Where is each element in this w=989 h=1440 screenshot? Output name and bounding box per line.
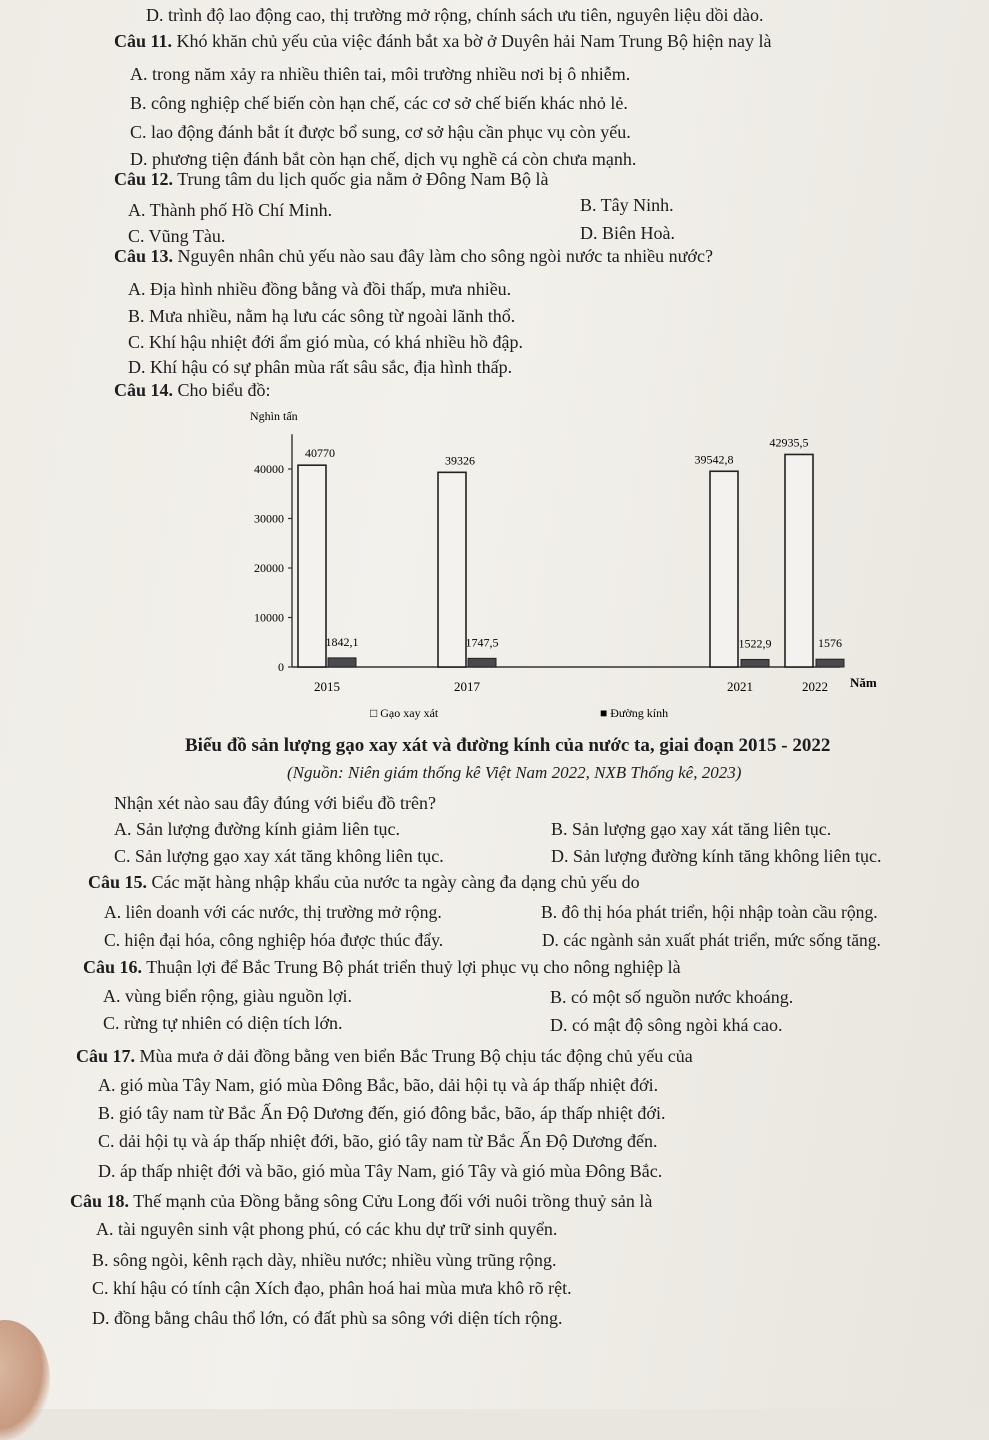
q15-option-d: D. các ngành sản xuất phát triển, mức sống tăng.	[542, 930, 881, 950]
data-label-duong-kinh: 1522,9	[738, 636, 772, 651]
bar-gao-xay-xat	[438, 472, 466, 667]
y-axis-label: Nghìn tấn	[250, 409, 298, 423]
q17-option-d: D. áp thấp nhiệt đới và bão, gió mùa Tây Nam, gió Tây và gió mùa Đông Bắc.	[98, 1161, 663, 1181]
q13-option-c: C. Khí hậu nhiệt đới ẩm gió mùa, có khá nhiều hồ đập.	[128, 332, 523, 352]
question-text: Trung tâm du lịch quốc gia nằm ở Đông Nam Bộ là	[173, 169, 549, 189]
bar-duong-kinh	[741, 659, 769, 667]
question-12	[114, 168, 549, 190]
legend-item-duong-kinh: ■ Đường kính	[600, 706, 669, 720]
question-11	[114, 30, 771, 52]
bar-duong-kinh	[328, 658, 356, 667]
question-text: Khó khăn chủ yếu của việc đánh bắt xa bờ ở Duyên hải Nam Trung Bộ hiện nay là	[172, 31, 772, 51]
question-number: Câu 12.	[114, 169, 174, 189]
x-axis-label: Năm	[850, 675, 877, 690]
question-number: Câu 18.	[70, 1191, 130, 1211]
data-label-duong-kinh: 1842,1	[325, 634, 359, 649]
q11-option-a: A. trong năm xảy ra nhiều thiên tai, môi trường nhiều nơi bị ô nhiễm.	[130, 64, 631, 84]
question-number: Câu 15.	[88, 872, 148, 892]
y-tick-label: 0	[278, 660, 284, 674]
q16-option-c: C. rừng tự nhiên có diện tích lớn.	[103, 1013, 343, 1033]
data-label-gao-xay-xat: 39326	[445, 453, 475, 468]
q15-option-c: C. hiện đại hóa, công nghiệp hóa được thúc đẩy.	[104, 930, 444, 950]
q16-option-a: A. vùng biển rộng, giàu nguồn lợi.	[103, 986, 352, 1006]
data-label-duong-kinh: 1576	[818, 636, 842, 651]
y-tick-label: 30000	[254, 511, 284, 526]
chart-source: (Nguồn: Niên giám thống kê Việt Nam 2022, NXB Thống kê, 2023)	[287, 763, 742, 782]
question-text: Nguyên nhân chủ yếu nào sau đây làm cho sông ngòi nước ta nhiều nước?	[173, 246, 713, 266]
q17-option-b: B. gió tây nam từ Bắc Ấn Độ Dương đến, gió đông bắc, bão, áp thấp nhiệt đới.	[98, 1103, 666, 1123]
question-14	[114, 379, 271, 401]
finger-shadow	[0, 1320, 50, 1440]
question-number: Câu 11.	[114, 31, 173, 51]
q16-option-b: B. có một số nguồn nước khoáng.	[550, 987, 794, 1007]
q18-option-a: A. tài nguyên sinh vật phong phú, có các khu dự trữ sinh quyển.	[96, 1219, 558, 1239]
q18-option-d: D. đồng bằng châu thổ lớn, có đất phù sa sông với diện tích rộng.	[92, 1308, 563, 1328]
question-number: Câu 13.	[114, 246, 174, 266]
question-16	[83, 956, 681, 978]
question-text: Cho biểu đồ:	[173, 380, 271, 400]
q18-option-b: B. sông ngòi, kênh rạch dày, nhiều nước; nhiều vùng trũng rộng.	[92, 1250, 557, 1270]
bar-gao-xay-xat	[298, 465, 326, 667]
question-text: Mùa mưa ở dải đồng bằng ven biển Bắc Trung Bộ chịu tác động chủ yếu của	[135, 1046, 693, 1066]
q11-option-b: B. công nghiệp chế biến còn hạn chế, các cơ sở chế biến khác nhỏ lẻ.	[130, 93, 628, 113]
q11-option-c: C. lao động đánh bắt ít được bổ sung, cơ sở hậu cần phục vụ còn yếu.	[130, 122, 631, 142]
data-label-gao-xay-xat: 42935,5	[769, 435, 809, 450]
x-tick-label: 2015	[314, 679, 340, 694]
question-number: Câu 16.	[83, 957, 143, 977]
question-13	[114, 245, 713, 267]
data-label-gao-xay-xat: 40770	[305, 446, 335, 461]
q12-option-d: D. Biên Hoà.	[580, 223, 675, 243]
bar-gao-xay-xat	[710, 471, 738, 667]
chart-title: Biểu đồ sản lượng gạo xay xát và đường kính của nước ta, giai đoạn 2015 - 2022	[185, 735, 831, 756]
q14-option-b: B. Sản lượng gạo xay xát tăng liên tục.	[551, 819, 832, 839]
q15-option-b: B. đô thị hóa phát triển, hội nhập toàn cầu rộng.	[541, 902, 878, 922]
question-text: Các mặt hàng nhập khẩu của nước ta ngày càng đa dạng chủ yếu do	[147, 872, 640, 892]
q12-option-b: B. Tây Ninh.	[580, 195, 674, 215]
data-label-gao-xay-xat: 39542,8	[694, 452, 734, 467]
y-tick-label: 10000	[254, 610, 284, 625]
q14-option-c: C. Sản lượng gạo xay xát tăng không liên tục.	[114, 846, 444, 866]
legend-item-gao-xay-xat: □ Gạo xay xát	[370, 706, 439, 720]
q14-option-d: D. Sản lượng đường kính tăng không liên tục.	[551, 846, 882, 866]
q12-option-c: C. Vũng Tàu.	[128, 226, 226, 246]
q13-option-b: B. Mưa nhiều, nằm hạ lưu các sông từ ngoài lãnh thổ.	[128, 306, 516, 326]
question-15	[88, 871, 640, 893]
q13-option-a: A. Địa hình nhiều đồng bằng và đồi thấp, mưa nhiều.	[128, 279, 512, 299]
x-tick-label: 2017	[454, 679, 480, 694]
bar-gao-xay-xat	[785, 454, 813, 667]
q11-option-d: D. phương tiện đánh bắt còn hạn chế, dịch vụ nghề cá còn chưa mạnh.	[130, 149, 637, 169]
q15-option-a: A. liên doanh với các nước, thị trường mở rộng.	[104, 902, 442, 922]
question-text: Thế mạnh của Đồng bằng sông Cửu Long đối với nuôi trồng thuỷ sản là	[129, 1191, 653, 1211]
bar-duong-kinh	[816, 659, 844, 667]
question-17	[76, 1045, 693, 1067]
q13-option-d: D. Khí hậu có sự phân mùa rất sâu sắc, địa hình thấp.	[128, 357, 513, 377]
q17-option-a: A. gió mùa Tây Nam, gió mùa Đông Bắc, bão, dải hội tụ và áp thấp nhiệt đới.	[98, 1075, 659, 1095]
x-tick-label: 2021	[727, 679, 753, 694]
question-text: Thuận lợi để Bắc Trung Bộ phát triển thuỷ lợi phục vụ cho nông nghiệp là	[142, 957, 681, 977]
q16-option-d: D. có mật độ sông ngòi khá cao.	[550, 1015, 783, 1035]
bar-duong-kinh	[468, 658, 496, 667]
question-number: Câu 14.	[114, 380, 174, 400]
y-tick-label: 20000	[254, 561, 284, 575]
q18-option-c: C. khí hậu có tính cận Xích đạo, phân hoá hai mùa mưa khô rõ rệt.	[92, 1278, 572, 1298]
bar-chart	[0, 400, 989, 730]
q17-option-c: C. dải hội tụ và áp thấp nhiệt đới, bão, gió tây nam từ Bắc Ấn Độ Dương đến.	[98, 1131, 658, 1151]
question-number: Câu 17.	[76, 1046, 136, 1066]
y-tick-label: 40000	[254, 462, 284, 476]
q14-option-a: A. Sản lượng đường kính giảm liên tục.	[114, 819, 401, 839]
q10-option-d: D. trình độ lao động cao, thị trường mở rộng, chính sách ưu tiên, nguyên liệu dồi dào.	[146, 5, 764, 25]
data-label-duong-kinh: 1747,5	[465, 635, 499, 650]
question-18	[70, 1190, 652, 1212]
q12-option-a: A. Thành phố Hồ Chí Minh.	[128, 200, 333, 220]
q14-prompt: Nhận xét nào sau đây đúng với biểu đồ trên?	[114, 793, 436, 813]
x-tick-label: 2022	[802, 679, 828, 694]
